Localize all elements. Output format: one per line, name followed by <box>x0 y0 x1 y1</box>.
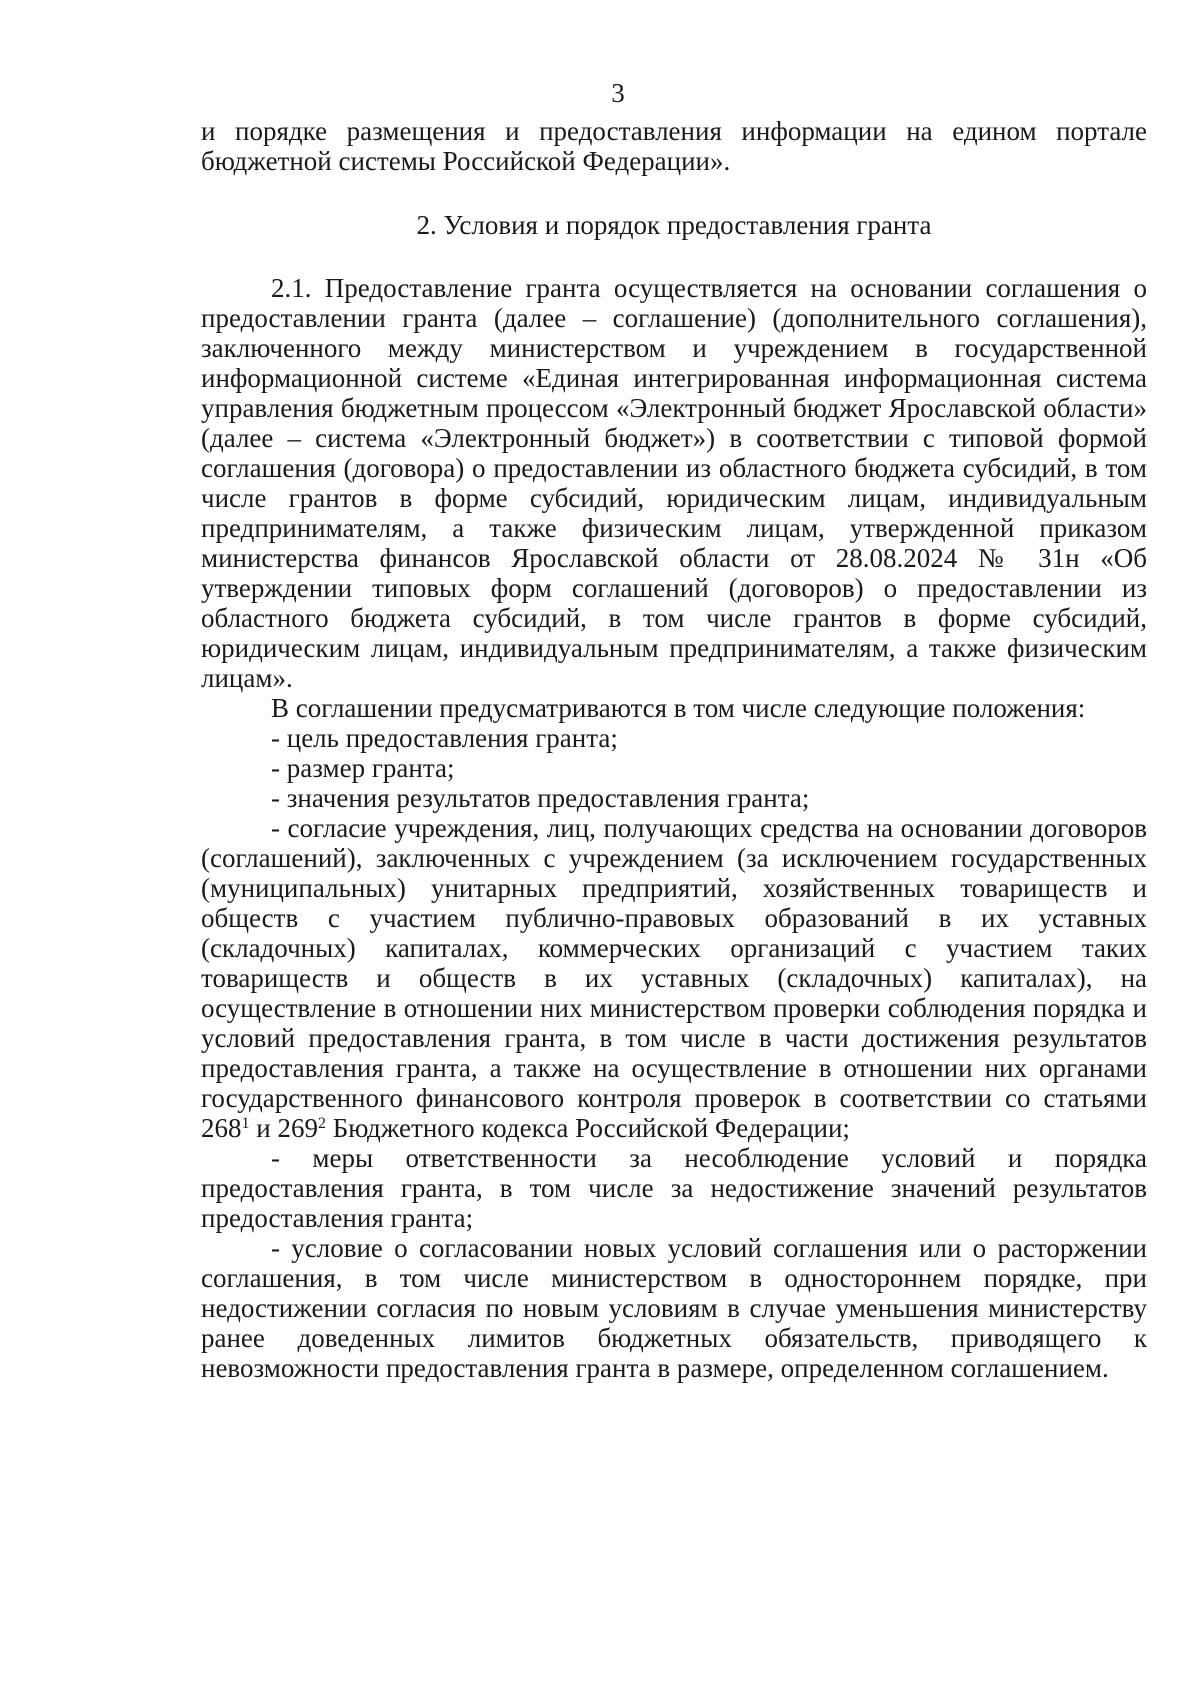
superscript-2: 2 <box>317 1115 326 1132</box>
list-item-goal: - цель предоставления гранта; <box>271 723 618 753</box>
paragraph-2-1: 2.1. Предоставление гранта осуществляется на основании соглашения о предоставлении гранта (далее – соглашение) (дополнительного соглашения), заключенного между министерством и учреждением в государственной информационной системе «Единая интегрированная информационная система управления бюджетным процессом «Электронный бюджет Ярославской области» (далее – система «Электронный бюджет») в соответствии с типовой формой соглашения (договора) о предоставлении из областного бюджета субсидий, в том числе грантов в форме субсидий, юридическим лицам, индивидуальным предпринимателям, а также физическим лицам, утвержденной приказом министерства финансов Ярославской области от 28.08.2024 № 31н «Об утверждении типовых форм соглашений (договоров) о предоставлении из областного бюджета субсидий, в том числе грантов в форме субсидий, юридическим лицам, индивидуальным предпринимателям, а также физическим лицам». <box>201 273 1147 693</box>
list-item-size: - размер гранта; <box>271 753 455 783</box>
list-item-new-conditions: - условие о согласовании новых условий соглашения или о расторжении соглашения, в том числе министерством в одностороннем порядке, при недостижении согласия по новым условиям в случае уменьшения министерству ранее доведенных лимитов бюджетных обязательств, приводящего к невозможности предоставления гранта в размере, определенном соглашением. <box>201 1233 1147 1383</box>
list-item-liability: - меры ответственности за несоблюдение условий и порядка предоставления гранта, в том числе за недостижение значений результатов предоставления гранта; <box>201 1143 1147 1233</box>
document-body <box>201 116 1147 1383</box>
consent-text-and: и 269 <box>249 1113 318 1143</box>
list-item-consent <box>201 813 1147 1143</box>
consent-text-part1: - согласие учреждения, лиц, получающих средства на основании договоров (соглашений), заключенных с учреждением (за исключением государственных (муниципальных) унитарных предприятий, хозяйственных товариществ и обществ с участием публично-правовых образований в их уставных (складочных) капиталах, коммерческих организаций с участием таких товариществ и обществ в их уставных (складочных) капиталах), на осуществление в отношении них министерством проверки соблюдения порядка и условий предоставления гранта, в том числе в части достижения результатов предоставления гранта, а также на осуществление в отношении них органами государственного финансового контроля проверок в соответствии со статьями 268 <box>201 813 1147 1143</box>
consent-text-part2: Бюджетного кодекса Российской Федерации; <box>325 1113 850 1143</box>
list-item-results: - значения результатов предоставления гранта; <box>271 783 810 813</box>
provisions-intro: В соглашении предусматриваются в том числе следующие положения: <box>271 693 1086 723</box>
intro-paragraph: и порядке размещения и предоставления информации на едином портале бюджетной системы Российской Федерации». <box>201 116 1147 176</box>
superscript-1: 1 <box>241 1115 250 1132</box>
section-heading: 2. Условия и порядок предоставления гранта <box>416 210 932 240</box>
page-number: 3 <box>611 78 625 108</box>
